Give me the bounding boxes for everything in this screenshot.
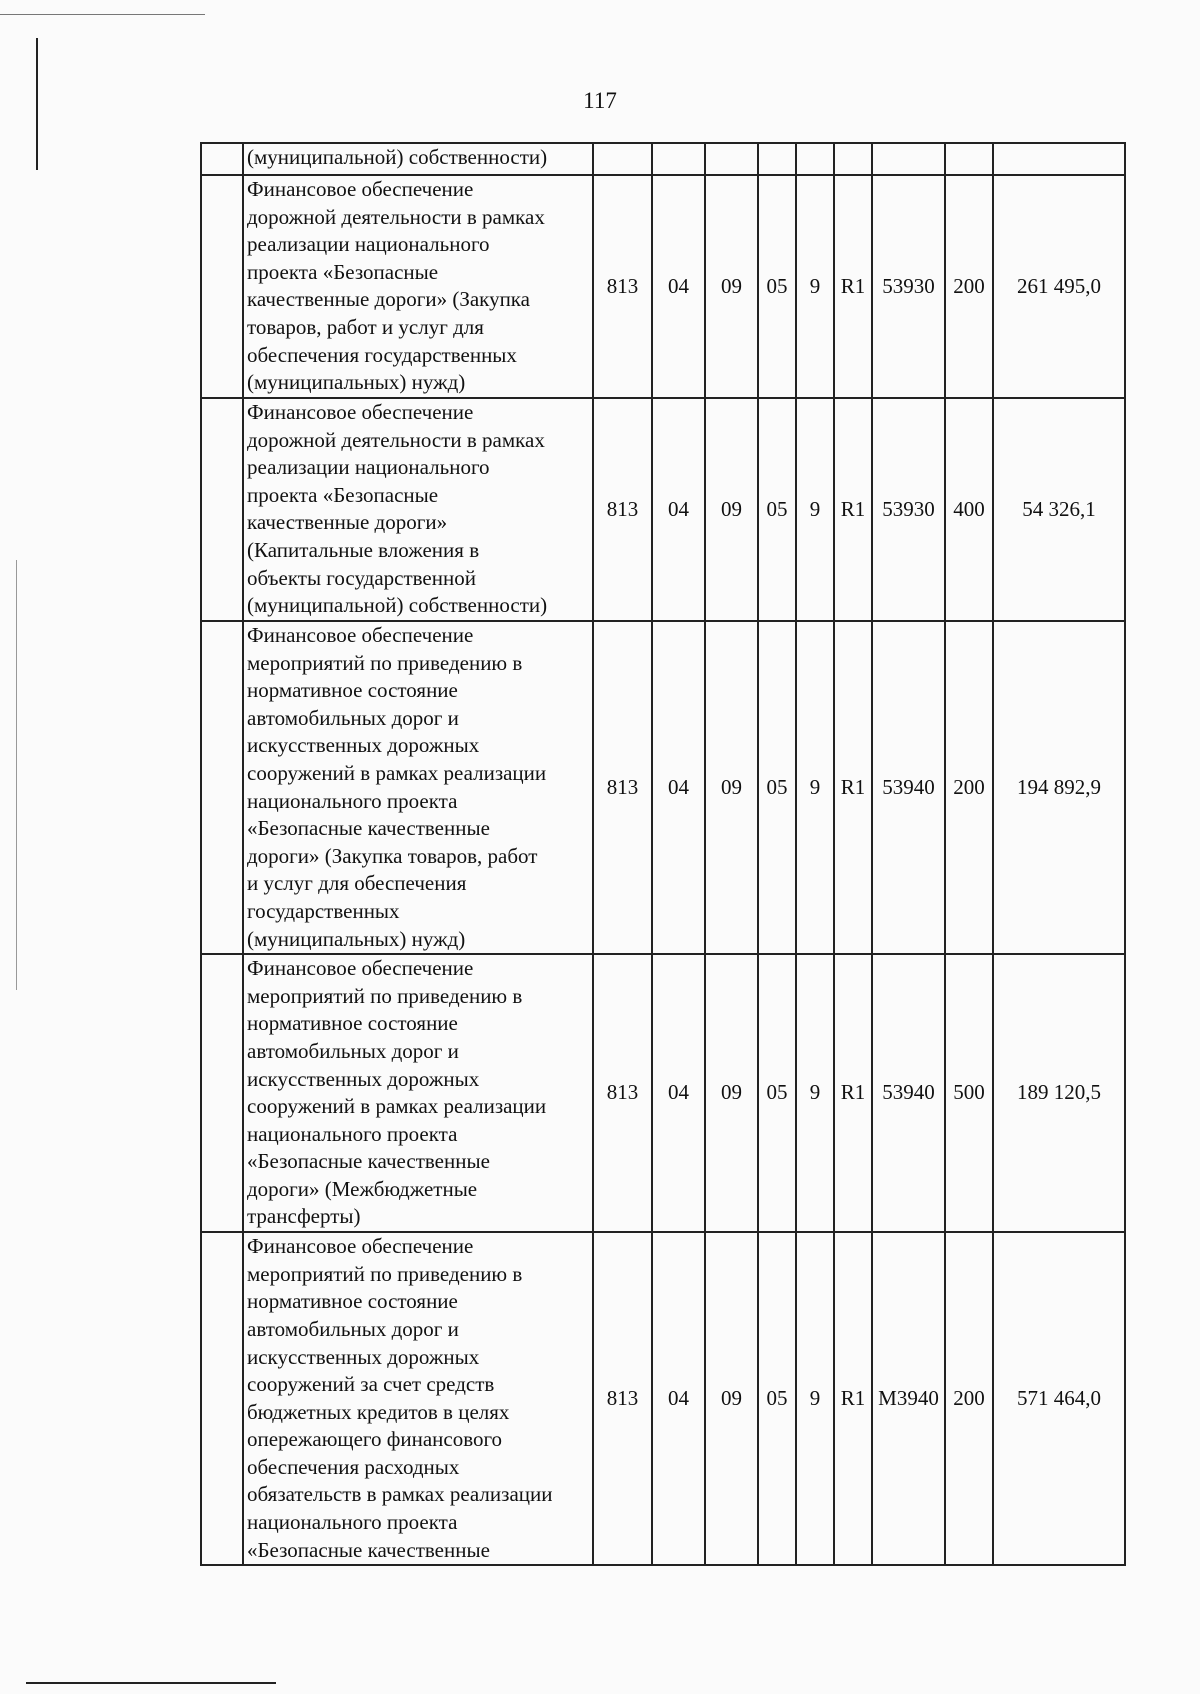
amount-cell: 571 464,0: [993, 1232, 1125, 1565]
scan-artifact-line-bottom: [26, 1682, 276, 1684]
code-ministry-cell: [593, 143, 652, 175]
code-ministry-cell: 813: [593, 954, 652, 1232]
code-subsection-cell: 09: [705, 954, 758, 1232]
description-text: Финансовое обеспечение дорожной деятельности в рамках реализации национального проекта «Безопасные качественные дороги» (Капитальные вложения в объекты государственной (муниципальной) собственности): [247, 400, 548, 618]
code-ministry-cell: 813: [593, 175, 652, 398]
amount-cell: [993, 143, 1125, 175]
page-number: 117: [583, 88, 617, 113]
code-subprogram-cell: 9: [796, 954, 834, 1232]
code-program-cell: 05: [758, 398, 796, 621]
code-ministry-cell: 813: [593, 1232, 652, 1565]
code-project-cell: [834, 143, 872, 175]
code-subprogram-cell: 9: [796, 398, 834, 621]
description-text: Финансовое обеспечение дорожной деятельности в рамках реализации национального проекта «Безопасные качественные дороги» (Закупка товаров, работ и услуг для обеспечения государственных (муниципальных) нужд): [247, 177, 545, 395]
table-row: [201, 1232, 1125, 1565]
code-subprogram-cell: 9: [796, 621, 834, 954]
code-expense-type-cell: 200: [945, 621, 993, 954]
code-direction-cell: 53930: [872, 398, 945, 621]
code-subsection-cell: [705, 143, 758, 175]
description-text: Финансовое обеспечение мероприятий по приведению в нормативное состояние автомобильных дорог и искусственных дорожных сооружений в рамках реализации национального проекта «Безопасные качественные дороги» (Закупка товаров, работ и услуг для обеспечения государственных (муниципальных) нужд): [247, 623, 547, 951]
code-expense-type-cell: 200: [945, 1232, 993, 1565]
code-expense-type-cell: 400: [945, 398, 993, 621]
code-expense-type-cell: [945, 143, 993, 175]
code-program-cell: 05: [758, 1232, 796, 1565]
row-number-cell: [201, 1232, 243, 1565]
code-project-cell: R1: [834, 621, 872, 954]
code-ministry-cell: 813: [593, 398, 652, 621]
code-direction-cell: 53940: [872, 954, 945, 1232]
amount-cell: 261 495,0: [993, 175, 1125, 398]
code-subprogram-cell: [796, 143, 834, 175]
code-program-cell: 05: [758, 621, 796, 954]
scan-artifact-line-left-lower: [16, 560, 17, 990]
table-row: [201, 143, 1125, 175]
code-ministry-cell: 813: [593, 621, 652, 954]
description-text: Финансовое обеспечение мероприятий по приведению в нормативное состояние автомобильных дорог и искусственных дорожных сооружений за счет средств бюджетных кредитов в целях опережающего финансового обеспечения расходных обязательств в рамках реализации национального проекта «Безопасные качественные: [247, 1234, 553, 1562]
row-number-cell: [201, 621, 243, 954]
code-program-cell: 05: [758, 954, 796, 1232]
amount-cell: 189 120,5: [993, 954, 1125, 1232]
table-body: [201, 143, 1125, 1565]
code-section-cell: 04: [652, 621, 705, 954]
amount-cell: 54 326,1: [993, 398, 1125, 621]
row-number-cell: [201, 954, 243, 1232]
table-row: [201, 621, 1125, 954]
code-program-cell: 05: [758, 175, 796, 398]
table-row: [201, 175, 1125, 398]
row-number-cell: [201, 398, 243, 621]
code-section-cell: 04: [652, 175, 705, 398]
code-direction-cell: 53930: [872, 175, 945, 398]
code-project-cell: R1: [834, 175, 872, 398]
code-direction-cell: M3940: [872, 1232, 945, 1565]
code-subsection-cell: 09: [705, 398, 758, 621]
code-program-cell: [758, 143, 796, 175]
description-cell: [243, 175, 593, 398]
code-project-cell: R1: [834, 954, 872, 1232]
table-row: [201, 398, 1125, 621]
code-project-cell: R1: [834, 398, 872, 621]
code-direction-cell: [872, 143, 945, 175]
description-cell: [243, 621, 593, 954]
code-section-cell: 04: [652, 1232, 705, 1565]
description-text: Финансовое обеспечение мероприятий по приведению в нормативное состояние автомобильных дорог и искусственных дорожных сооружений в рамках реализации национального проекта «Безопасные качественные дороги» (Межбюджетные трансферты): [247, 956, 547, 1229]
code-expense-type-cell: 500: [945, 954, 993, 1232]
code-subsection-cell: 09: [705, 1232, 758, 1565]
code-project-cell: R1: [834, 1232, 872, 1565]
code-expense-type-cell: 200: [945, 175, 993, 398]
code-subprogram-cell: 9: [796, 1232, 834, 1565]
code-subsection-cell: 09: [705, 175, 758, 398]
code-section-cell: [652, 143, 705, 175]
scan-artifact-line-top: [0, 14, 205, 15]
description-cell: [243, 1232, 593, 1565]
code-section-cell: 04: [652, 954, 705, 1232]
description-cell: [243, 954, 593, 1232]
description-cell: [243, 398, 593, 621]
table-row: [201, 954, 1125, 1232]
budget-table: [200, 142, 1126, 1566]
code-section-cell: 04: [652, 398, 705, 621]
description-cell: [243, 143, 593, 175]
row-number-cell: [201, 175, 243, 398]
code-subprogram-cell: 9: [796, 175, 834, 398]
amount-cell: 194 892,9: [993, 621, 1125, 954]
code-direction-cell: 53940: [872, 621, 945, 954]
row-number-cell: [201, 143, 243, 175]
code-subsection-cell: 09: [705, 621, 758, 954]
description-text: (муниципальной) собственности): [247, 145, 548, 169]
